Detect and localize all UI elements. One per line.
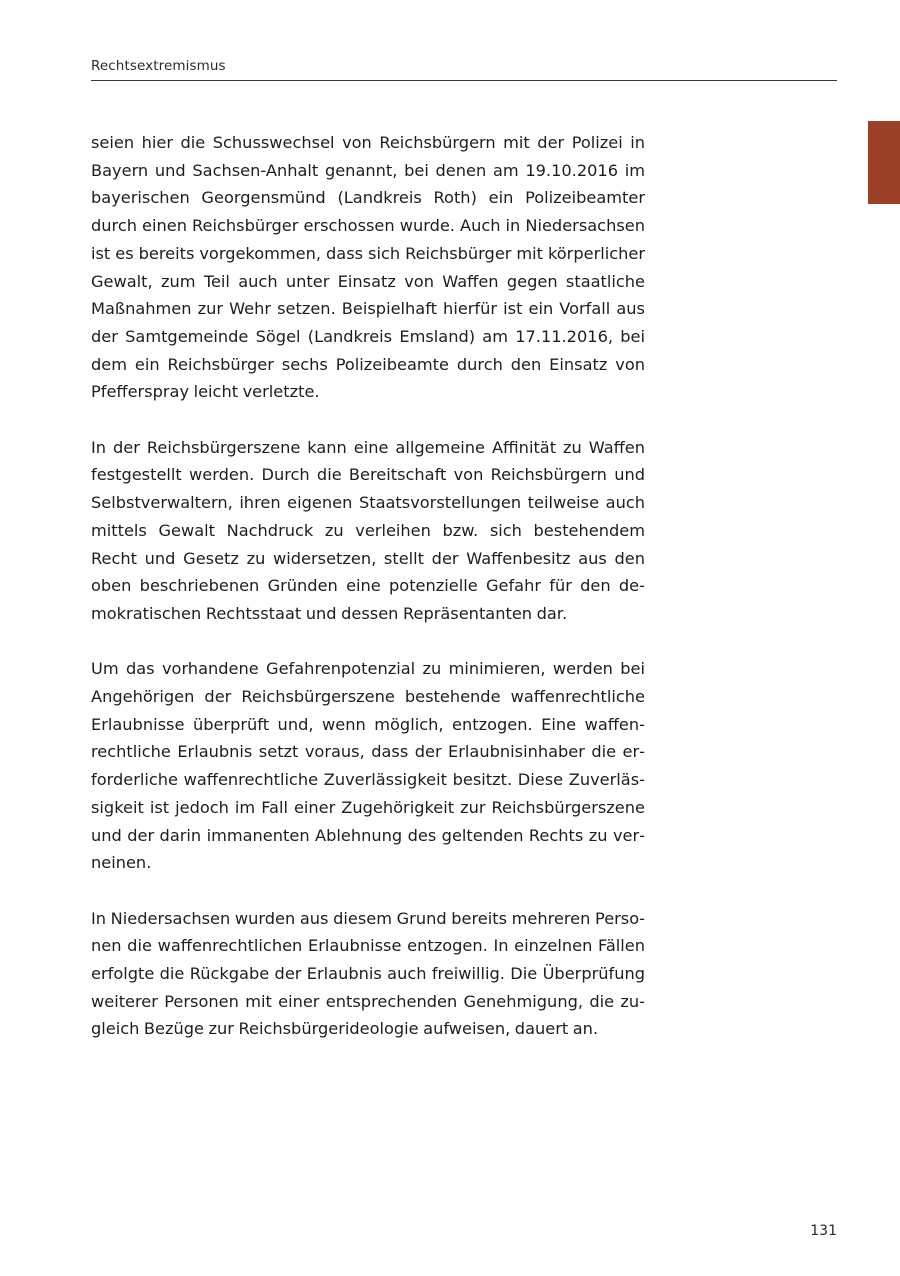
chapter-marker-tab (868, 121, 900, 204)
paragraph: seien hier die Schusswechsel von Reichsbürgern mit der Polizei in Bayern und Sachsen-Anhalt genannt, bei denen am 19.10.2016 im bayerischen Georgensmünd (Landkreis Roth) ein Polizeibeamter durch einen Reichsbürger erschossen wurde. Auch in Niedersachsen ist es bereits vorgekommen, dass sich Reichsbürger mit körperlicher Gewalt, zum Teil auch unter Einsatz von Waffen gegen staatliche Maßnahmen zur Wehr setzen. Beispielhaft hierfür ist ein Vorfall aus der Samtgemeinde Sögel (Landkreis Emsland) am 17.11.2016, bei dem ein Reichsbürger sechs Polizeibeamte durch den Einsatz von Pfefferspray leicht verletzte. (91, 133, 645, 402)
paragraph: In der Reichsbürgerszene kann eine allgemeine Affinität zu Waffen festgestellt werden. Durch die Bereitschaft von Reichsbürgern und Selbstverwaltern, ihren eigenen Staatsvorstellungen teilweise auch mittels Gewalt Nachdruck zu verleihen bzw. sich bestehendem Recht und Gesetz zu widersetzen, stellt der Waffenbesitz aus den oben beschriebenen Gründen eine potenzielle Gefahr für den demokratischen Rechtsstaat und dessen Repräsentanten dar. (91, 437, 645, 623)
body-text (91, 129, 645, 1071)
paragraph: In Niedersachsen wurden aus diesem Grund bereits mehreren Personen die waffenrechtlichen Erlaubnisse entzogen. In einzelnen Fällen erfolgte die Rückgabe der Erlaubnis auch freiwillig. Die Überprüfung weiterer Personen mit einer entsprechenden Genehmigung, die zugleich Bezüge zur Reichsbürgerideologie aufweisen, dauert an. (91, 908, 645, 1039)
paragraph: Um das vorhandene Gefahrenpotenzial zu minimieren, werden bei Angehörigen der Reichsbürgerszene bestehende waffenrechtliche Erlaubnisse überprüft und, wenn möglich, entzogen. Eine waffenrechtliche Erlaubnis setzt voraus, dass der Erlaubnisinhaber die erforderliche waffenrechtliche Zuverlässigkeit besitzt. Diese Zuverlässigkeit ist jedoch im Fall einer Zugehörigkeit zur Reichsbürgerszene und der darin immanenten Ablehnung des geltenden Rechts zu verneinen. (91, 659, 645, 873)
running-header-title: Rechtsextremismus (91, 58, 226, 74)
page-number: 131 (810, 1223, 837, 1239)
header-divider (91, 80, 837, 81)
